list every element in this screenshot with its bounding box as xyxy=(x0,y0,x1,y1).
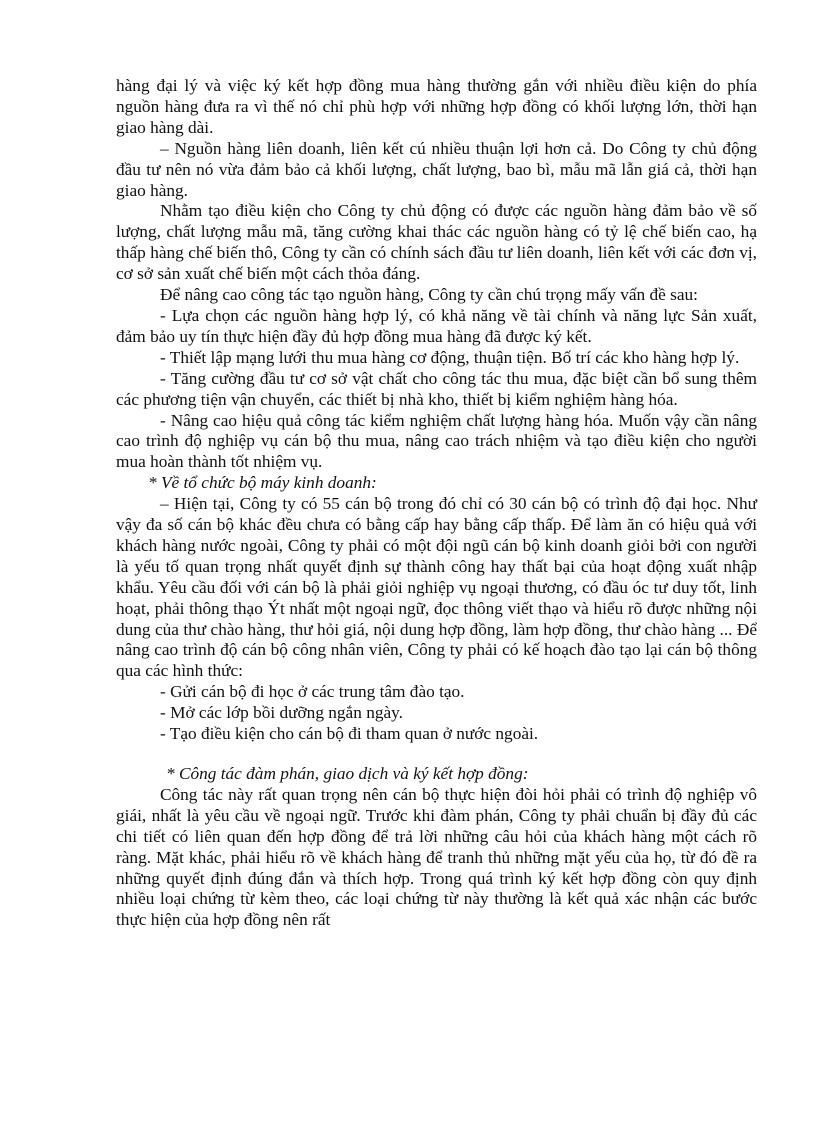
section-heading-organization: * Về tổ chức bộ máy kinh doanh: xyxy=(148,473,377,493)
list-item-quality-inspection: - Nâng cao hiệu quả công tác kiểm nghiệm chất lượng hàng hóa. Muốn vậy cần nâng cao trình độ nghiệp vụ cán bộ thu mua, nâng cao trách nhiệm và tạo điều kiện cho người mua hoàn thành tốt nhiệm vụ. xyxy=(116,410,757,472)
list-item-select-sources: - Lựa chọn các nguồn hàng hợp lý, có khả năng về tài chính và năng lực Sản xuất, đảm bảo uy tín thực hiện đầy đủ hợp đồng mua hàng đã được ký kết. xyxy=(116,305,757,346)
paragraph-negotiation: Công tác này rất quan trọng nên cán bộ thực hiện đòi hỏi phải có trình độ nghiệp vô giái, nhất là yêu cầu về ngoại ngữ. Trước khi đàm phán, Công ty phải chuẩn bị đầy đủ các chi tiết có liên quan đến hợp đồng để trả lời những câu hỏi của khách hàng một cách rõ ràng. Mặt khác, phải hiểu rõ về khách hàng để tranh thủ những mặt yếu của họ, từ đó đề ra những quyết định đúng đắn và thích hợp. Trong quá trình ký kết hợp đồng còn quy định nhiều loại chứng từ kèm theo, các loại chứng từ này thường là kết quả xác nhận các bước thực hiện của hợp đồng nên rất xyxy=(116,784,757,930)
paragraph-continuation: hàng đại lý và việc ký kết hợp đồng mua hàng thường gắn với nhiều điều kiện do phía nguồn hàng đưa ra vì thế nó chỉ phù hợp với những hợp đồng có khối lượng lớn, thời hạn giao hàng dài. xyxy=(116,76,757,137)
section-heading-negotiation: * Công tác đàm phán, giao dịch và ký kết hợp đồng: xyxy=(166,764,529,783)
paragraph-proactive-sources: Nhằm tạo điều kiện cho Công ty chủ động có được các nguồn hàng đảm bảo về số lượng, chất lượng mẫu mã, tăng cường khai thác các nguồn hàng có tỷ lệ chế biến cao, hạ thấp hàng chế biến thô, Công ty cần có chính sách đầu tư liên doanh, liên kết với các đơn vị, cơ sở sản xuất chế biến một cách thỏa đáng. xyxy=(116,201,757,284)
list-item-overseas-visits: - Tạo điều kiện cho cán bộ đi tham quan ở nước ngoài. xyxy=(160,724,539,744)
list-item-purchase-network: - Thiết lập mạng lưới thu mua hàng cơ động, thuận tiện. Bố trí các kho hàng hợp lý. xyxy=(160,347,740,367)
paragraph-sourcing-intro: Để nâng cao công tác tạo nguồn hàng, Công ty cần chú trọng mấy vấn đề sau: xyxy=(160,285,698,305)
paragraph-organization: – Hiện tại, Công ty có 55 cán bộ trong đó chỉ có 30 cán bộ có trình độ đại học. Như vậy đa số cán bộ khác đều chưa có bằng cấp hay bằng cấp thấp. Để làm ăn có hiệu quả với khách hàng nước ngoài, Công ty phải có một đội ngũ cán bộ kinh doanh giỏi bởi con người là yếu tố quan trọng nhất quyết định sự thành công hay thất bại của hoạt động xuất nhập khẩu. Yêu cầu đối với cán bộ là phải giỏi nghiệp vụ ngoại thương, có đầu óc tư duy tốt, linh hoạt, phải thông thạo Ýt nhất một ngoại ngữ, đọc thông viết thạo và hiểu rõ được những nội dung của thư chào hàng, thư hỏi giá, nội dung hợp đồng, làm hợp đồng, thư chào hàng ... Để nâng cao trình độ cán bộ công nhân viên, Công ty phải có kế hoạch đào tạo lại cán bộ thông qua các hình thức: xyxy=(116,494,757,681)
list-item-short-courses: - Mở các lớp bồi dưỡng ngắn ngày. xyxy=(160,703,403,723)
list-item-facility-investment: - Tăng cường đầu tư cơ sở vật chất cho công tác thu mua, đặc biệt cần bổ sung thêm các phương tiện vận chuyển, các thiết bị nhà kho, thiết bị kiểm nghiệm hàng hóa. xyxy=(116,368,757,409)
document-page xyxy=(116,76,757,931)
list-item-training-centers: - Gửi cán bộ đi học ở các trung tâm đào tạo. xyxy=(160,682,465,702)
paragraph-joint-venture-source: – Nguồn hàng liên doanh, liên kết cú nhiều thuận lợi hơn cả. Do Công ty chủ động đầu tư nên nó vừa đảm bảo cả khối lượng, chất lượng, bao bì, mẫu mã lẫn giá cả, thời hạn giao hàng. xyxy=(116,138,757,200)
